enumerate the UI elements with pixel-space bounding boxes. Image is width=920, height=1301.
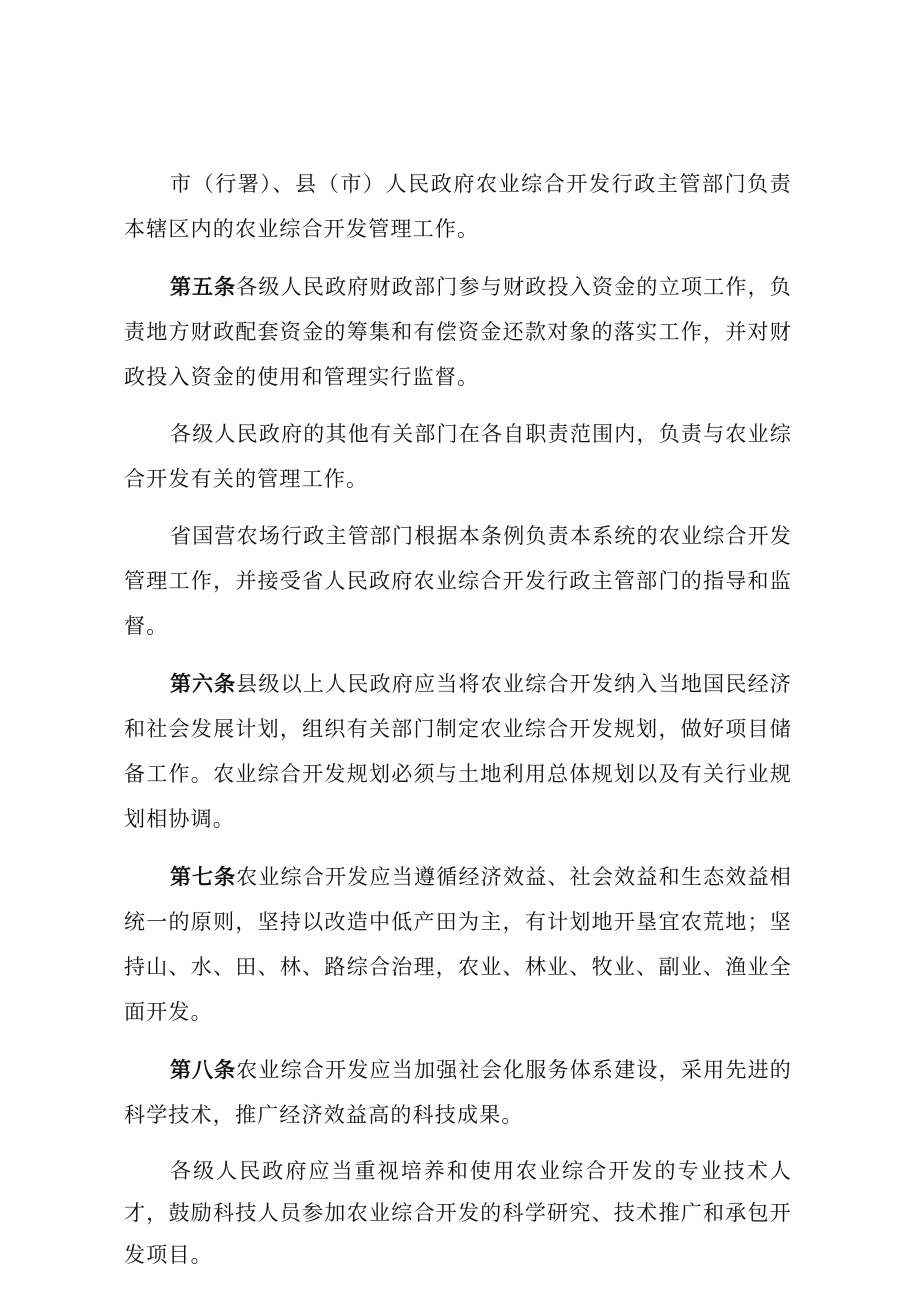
article-heading: 第六条	[170, 671, 237, 696]
article-paragraph	[124, 264, 792, 400]
paragraph-text: 农业综合开发应当遵循经济效益、社会效益和生态效益相统一的原则，坚持以改造中低产田为主，有计划地开垦宜农荒地；坚持山、水、田、林、路综合治理，农业、林业、牧业、副业、渔业全面开发。	[124, 865, 793, 1024]
article-heading: 第七条	[170, 864, 237, 889]
paragraph	[124, 412, 792, 502]
article-paragraph	[124, 1047, 792, 1138]
paragraph	[124, 162, 792, 252]
paragraph-text: 各级人民政府财政部门参与财政投入资金的立项工作，负责地方财政配套资金的筹集和有偿资金还款对象的落实工作，并对财政投入资金的使用和管理实行监督。	[124, 275, 793, 389]
paragraph-text: 市（行署）、县（市）人民政府农业综合开发行政主管部门负责本辖区内的农业综合开发管理工作。	[124, 172, 792, 241]
paragraph-text: 县级以上人民政府应当将农业综合开发纳入当地国民经济和社会发展计划，组织有关部门制定农业综合开发规划，做好项目储备工作。农业综合开发规划必须与土地利用总体规划以及有关行业规划相协调。	[124, 672, 793, 831]
article-heading: 第五条	[170, 274, 237, 299]
paragraph-text: 各级人民政府应当重视培养和使用农业综合开发的专业技术人才，鼓励科技人员参加农业综合开发的科学研究、技术推广和承包开发项目。	[124, 1159, 792, 1267]
paragraph-text: 农业综合开发应当加强社会化服务体系建设，采用先进的科学技术，推广经济效益高的科技成果。	[124, 1058, 793, 1127]
article-paragraph	[124, 661, 792, 842]
document-page	[124, 162, 792, 1288]
article-heading: 第八条	[170, 1057, 237, 1082]
article-paragraph	[124, 854, 792, 1035]
paragraph	[124, 514, 792, 649]
paragraph-text: 省国营农场行政主管部门根据本条例负责本系统的农业综合开发管理工作，并接受省人民政府农业综合开发行政主管部门的指导和监督。	[124, 524, 792, 638]
paragraph-text: 各级人民政府的其他有关部门在各自职责范围内，负责与农业综合开发有关的管理工作。	[124, 422, 792, 491]
paragraph	[124, 1150, 792, 1276]
